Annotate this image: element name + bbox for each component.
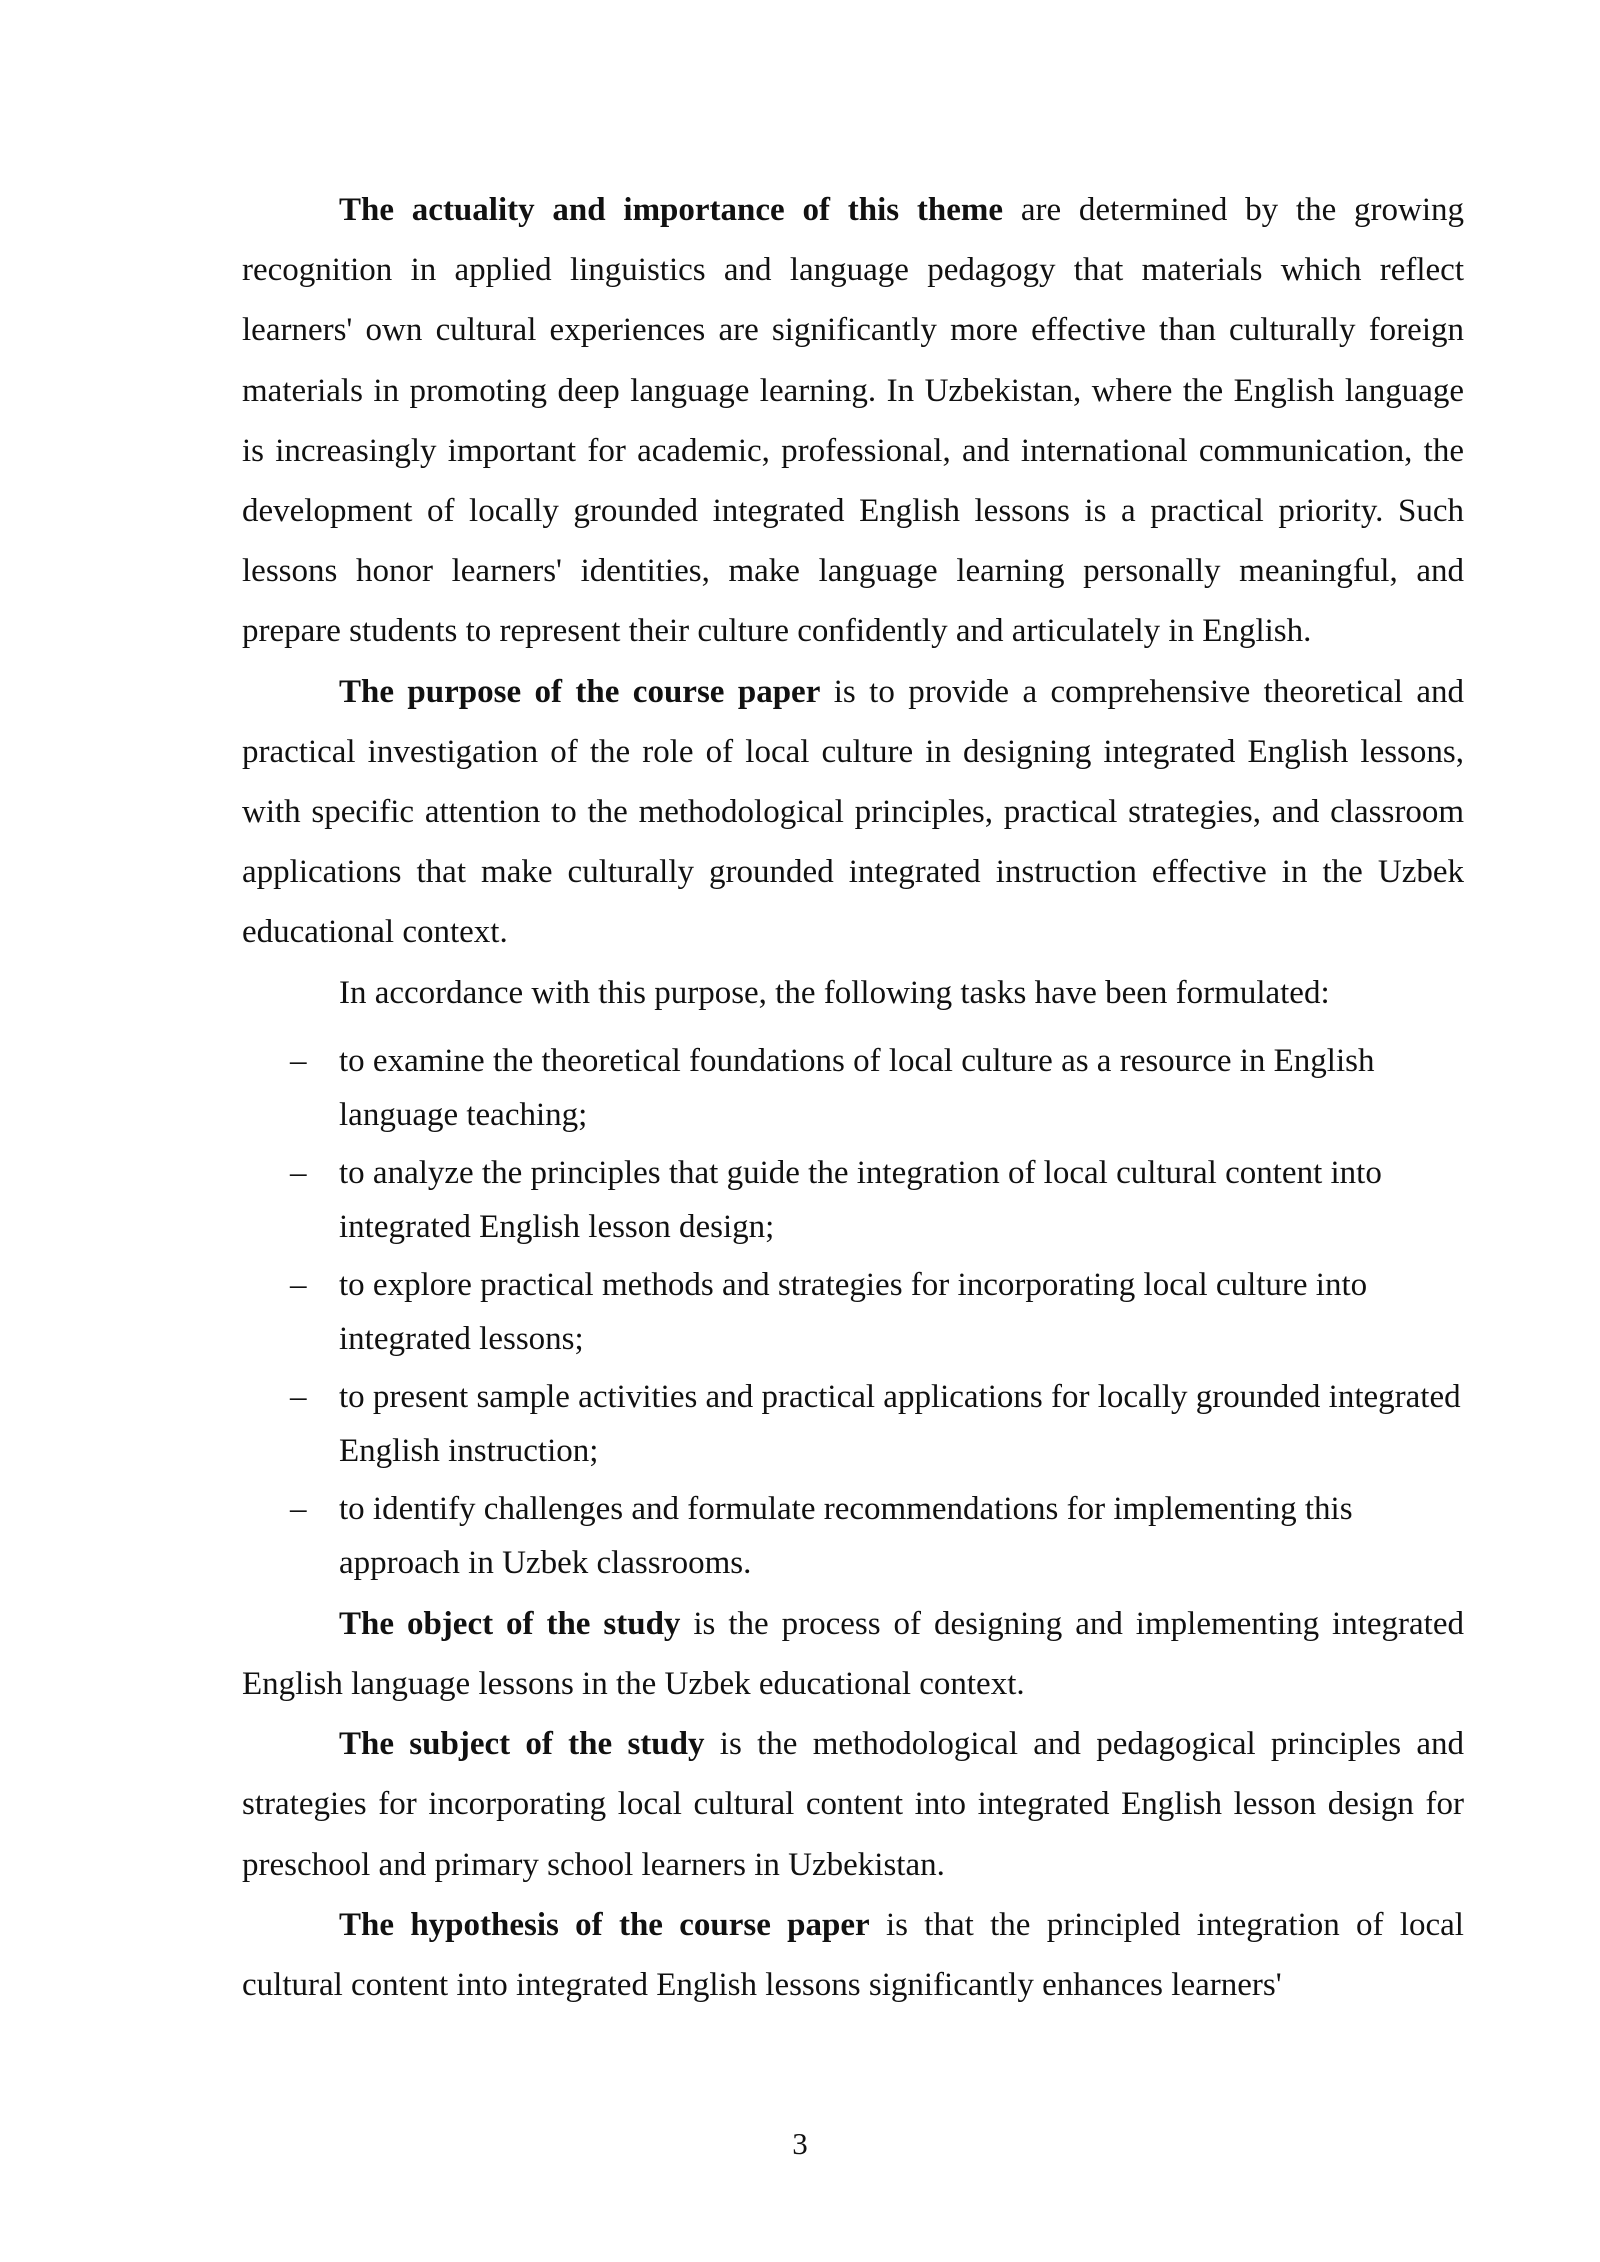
- purpose-heading: The purpose of the course paper: [339, 673, 821, 710]
- task-item: [242, 1370, 1464, 1478]
- object-heading: The object of the study: [339, 1605, 681, 1642]
- actuality-heading: The actuality and importance of this theme: [339, 192, 1004, 228]
- subject-text: is the methodological and pedagogical principles and strategies for incorporating local cultural content into integrated English lesson design for preschool and primary school learners in Uzbekistan.: [242, 1726, 1464, 1883]
- paragraph-tasks-intro: [242, 963, 1464, 1023]
- tasks-intro-text: In accordance with this purpose, the following tasks have been formulated:: [339, 974, 1330, 1011]
- list-dash-icon: –: [290, 1042, 307, 1079]
- object-text: is the process of designing and implementing integrated English language lessons in the Uzbek educational context.: [242, 1605, 1464, 1703]
- paragraph-hypothesis: [242, 1895, 1464, 2015]
- paragraph-purpose: [242, 662, 1464, 963]
- list-dash-icon: –: [290, 1378, 307, 1415]
- task-list: [242, 1034, 1464, 1590]
- list-dash-icon: –: [290, 1154, 307, 1191]
- paragraph-object: [242, 1594, 1464, 1714]
- paragraph-actuality: [242, 180, 1464, 662]
- hypothesis-text: is that the principled integration of local cultural content into integrated English lessons significantly enhances learners': [242, 1906, 1464, 2004]
- task-text: to explore practical methods and strategies for incorporating local culture into integrated lessons;: [339, 1266, 1368, 1357]
- paragraph-subject: [242, 1714, 1464, 1895]
- task-item: [242, 1258, 1464, 1366]
- list-dash-icon: –: [290, 1490, 307, 1527]
- task-text: to examine the theoretical foundations of local culture as a resource in English language teaching;: [339, 1042, 1375, 1133]
- task-item: [242, 1146, 1464, 1254]
- page-content: [242, 180, 1464, 2015]
- task-text: to present sample activities and practical applications for locally grounded integrated English instruction;: [339, 1378, 1461, 1469]
- purpose-text: is to provide a comprehensive theoretical and practical investigation of the role of local culture in designing integrated English lessons, with specific attention to the methodological principles, practical strategies, and classroom applications that make culturally grounded integrated instruction effective in the Uzbek educational context.: [242, 673, 1464, 951]
- task-item: [242, 1482, 1464, 1590]
- task-item: [242, 1034, 1464, 1142]
- task-text: to identify challenges and formulate recommendations for implementing this approach in Uzbek classrooms.: [339, 1490, 1353, 1581]
- actuality-text: are determined by the growing recognition in applied linguistics and language pedagogy that materials which reflect learners' own cultural experiences are significantly more effective than culturally foreign materials in promoting deep language learning. In Uzbekistan, where the English language is increasingly important for academic, professional, and international communication, the development of locally grounded integrated English lessons is a practical priority. Such lessons honor learners' identities, make language learning personally meaningful, and prepare students to represent their culture confidently and articulately in English.: [242, 192, 1464, 650]
- task-text: to analyze the principles that guide the integration of local cultural content into integrated English lesson design;: [339, 1154, 1382, 1245]
- hypothesis-heading: The hypothesis of the course paper: [339, 1906, 870, 1943]
- list-dash-icon: –: [290, 1266, 307, 1303]
- page-number: 3: [792, 2126, 808, 2161]
- subject-heading: The subject of the study: [339, 1726, 705, 1763]
